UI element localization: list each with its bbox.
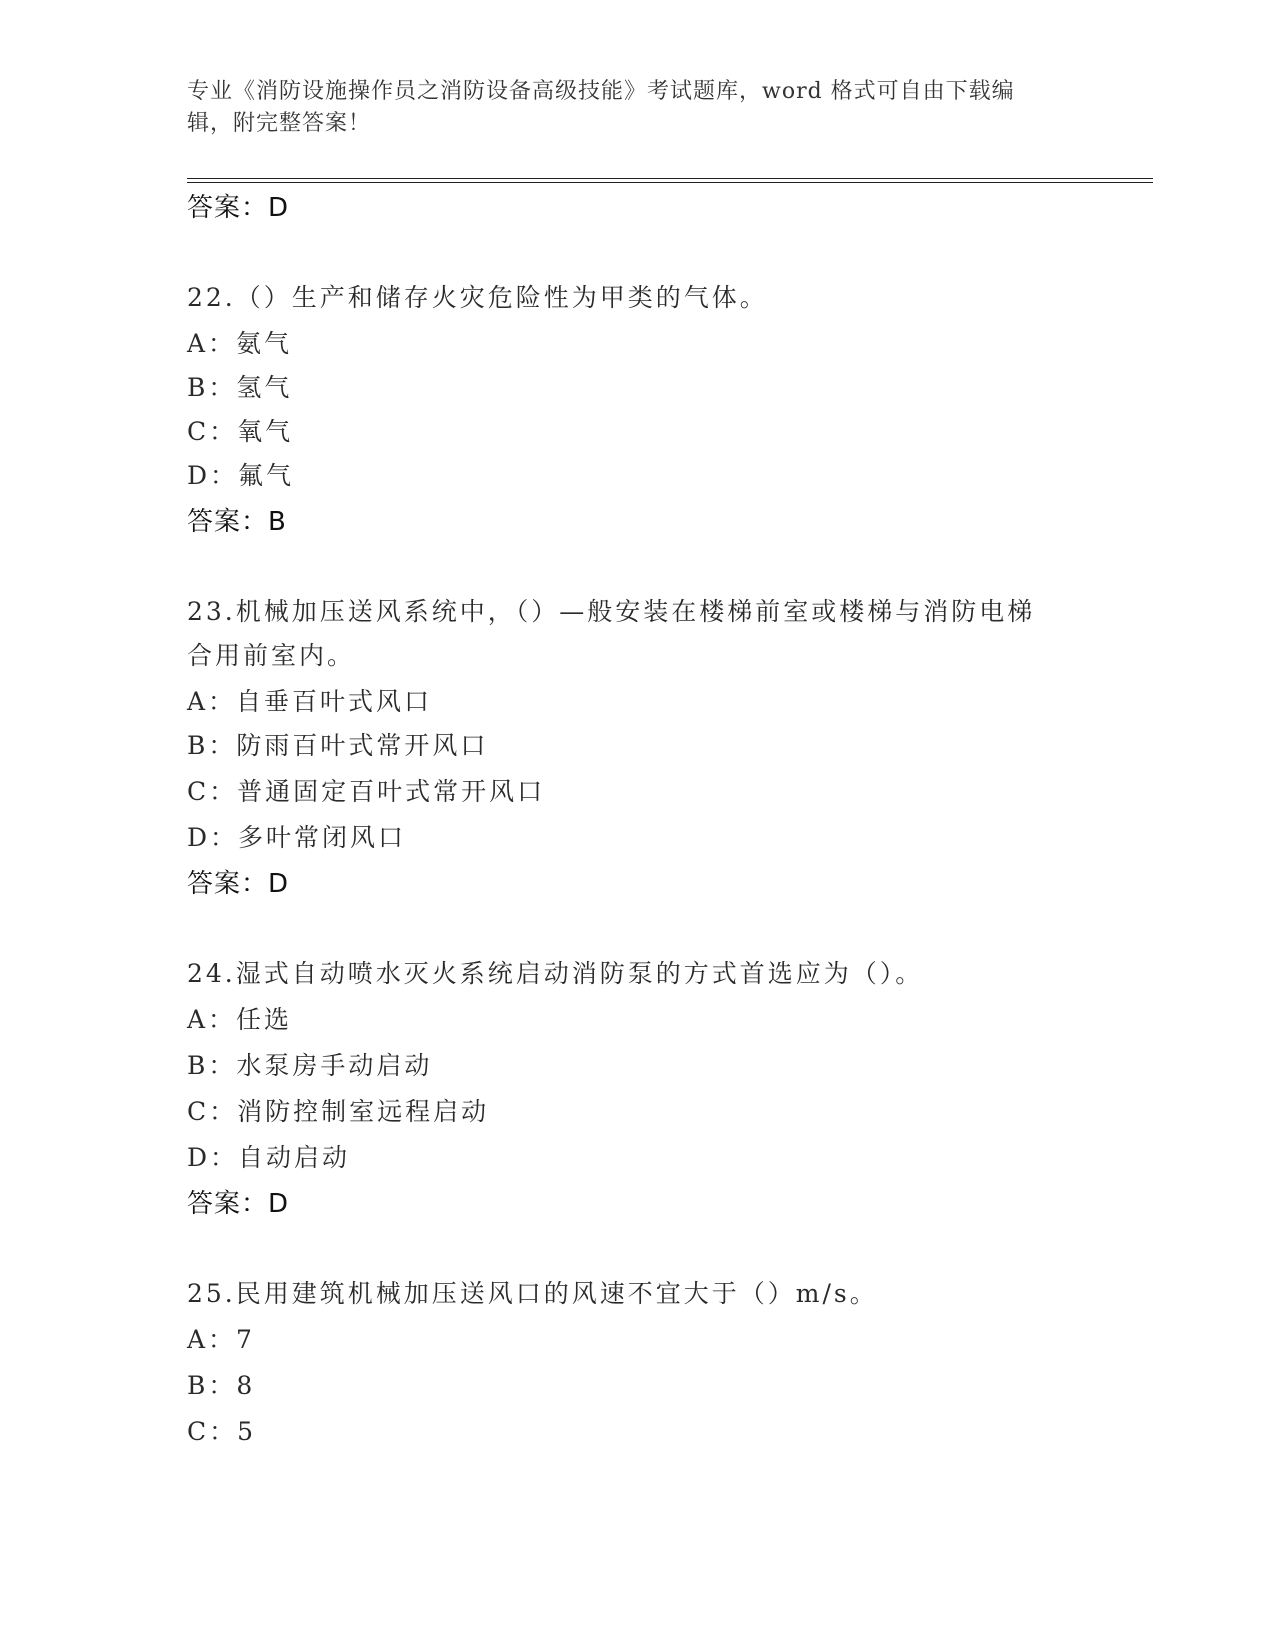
question-23-stem-line-1: 23.机械加压送风系统中，（）—般安装在楼梯前室或楼梯与消防电梯 [187,597,1036,626]
question-23-option-c: C：普通固定百叶式常开风口 [187,777,546,806]
question-22-option-c: C：氧气 [187,417,294,446]
question-25-option-b: B：8 [187,1371,256,1400]
header-divider-bottom [187,182,1153,183]
question-22-option-d: D：氟气 [187,461,295,490]
question-24-answer: 答案：D [187,1189,290,1219]
header-divider-top [187,178,1153,179]
question-24-option-d: D：自动启动 [187,1143,351,1172]
question-25-stem: 25.民用建筑机械加压送风口的风速不宜大于（）m/s。 [187,1279,878,1308]
question-24-option-b: B：水泵房手动启动 [187,1051,433,1080]
question-22-option-b: B：氢气 [187,373,293,402]
question-25-option-c: C：5 [187,1417,257,1446]
header-note-line-2: 辑，附完整答案！ [187,111,372,136]
question-22-option-a: A：氨气 [187,329,293,358]
question-22-stem: 22.（）生产和储存火灾危险性为甲类的气体。 [187,283,768,312]
question-23-answer: 答案：D [187,869,290,899]
question-23-option-b: B：防雨百叶式常开风口 [187,731,489,760]
question-24-stem: 24.湿式自动喷水灭火系统启动消防泵的方式首选应为（）。 [187,959,924,988]
answer-21: 答案：D [187,193,290,223]
header-note [187,76,1087,140]
question-22-answer: 答案：B [187,507,287,537]
header-note-line-1: 专业《消防设施操作员之消防设备高级技能》考试题库，word 格式可自由下载编 [187,79,1015,104]
question-24-option-c: C：消防控制室远程启动 [187,1097,490,1126]
question-24-option-a: A：任选 [187,1005,293,1034]
question-23-stem-line-2: 合用前室内。 [187,641,356,670]
question-23-option-d: D：多叶常闭风口 [187,823,407,852]
question-25-option-a: A：7 [187,1325,255,1354]
question-23-option-a: A：自垂百叶式风口 [187,687,433,716]
